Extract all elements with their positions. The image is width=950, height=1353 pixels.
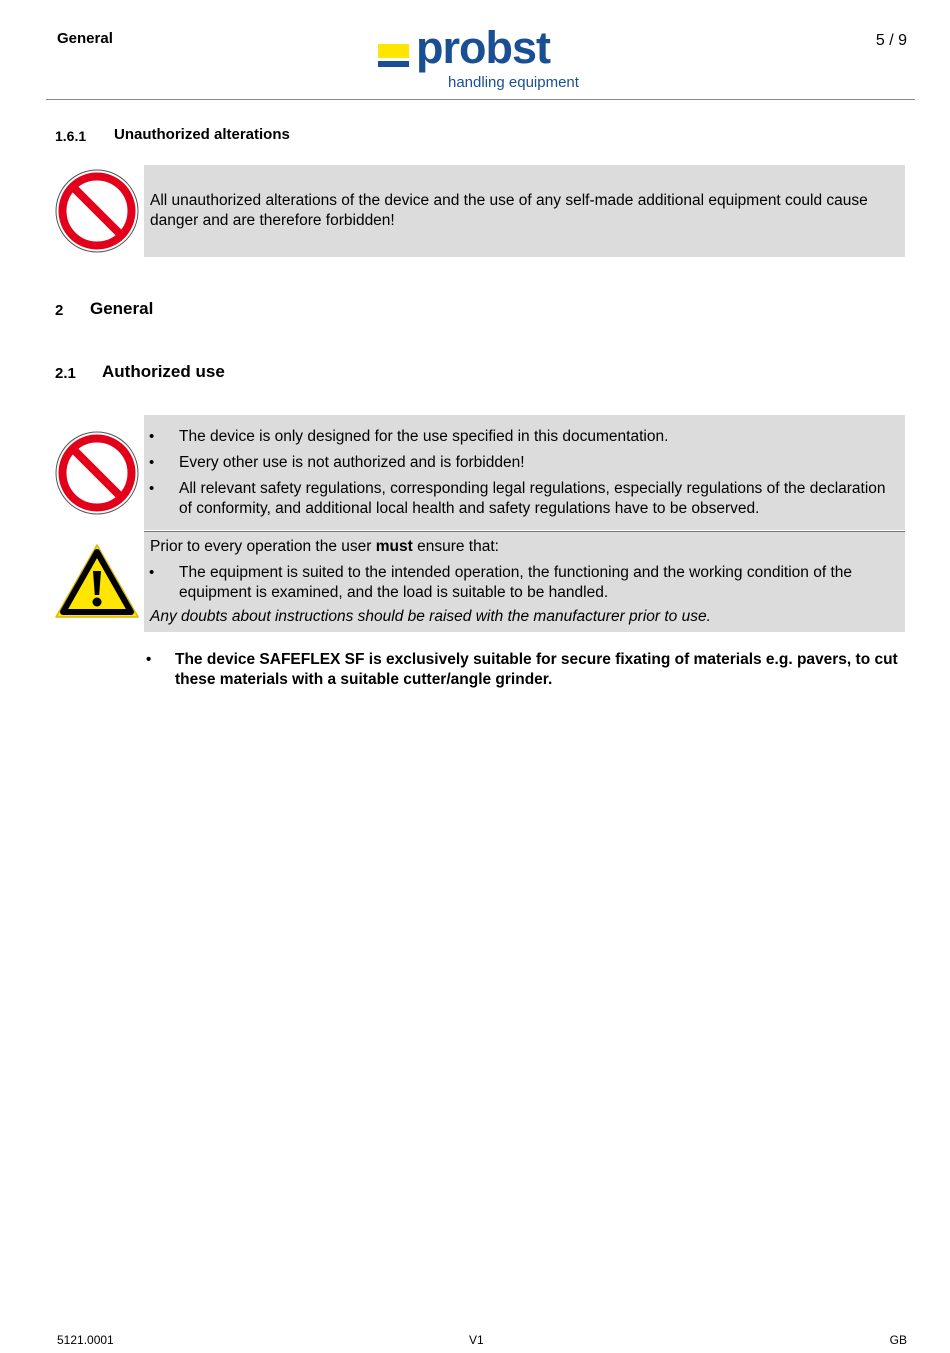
footer-version: V1 xyxy=(469,1333,484,1347)
doubts-note: Any doubts about instructions should be raised with the manufacturer prior to use. xyxy=(150,608,711,625)
probst-logo xyxy=(378,22,592,94)
list-item: • The device is only designed for the use specified in this documentation. xyxy=(144,427,893,447)
section-title: Authorized use xyxy=(102,362,225,381)
prohibition-icon xyxy=(55,431,139,515)
chapter-title: General xyxy=(90,299,154,318)
list-item: • The equipment is suited to the intended operation, the functioning and the working condition of the equipment is examined, and the load is suitable to be handled. xyxy=(144,563,875,603)
footer-language: GB xyxy=(889,1333,907,1347)
prohibition-icon xyxy=(55,169,139,253)
section-number: 1.6.1 xyxy=(55,128,87,144)
chapter-number: 2 xyxy=(55,302,64,319)
operator-check-box xyxy=(144,531,905,632)
list-item: • Every other use is not authorized and is forbidden! xyxy=(144,453,893,473)
list-item: • All relevant safety regulations, corresponding legal regulations, especially regulations of the declaration of conformity, and additional local health and safety regulations have to be observed. xyxy=(144,479,893,519)
section-number: 2.1 xyxy=(55,365,76,382)
header-section-title: General xyxy=(57,30,113,47)
page-number: 5 / 9 xyxy=(875,32,907,49)
authorized-use-box xyxy=(144,415,905,530)
operator-check-lead xyxy=(144,532,905,557)
intended-use-statement xyxy=(144,650,905,690)
footer-doc-number: 5121.0001 xyxy=(57,1333,114,1347)
list-item: • The device SAFEFLEX SF is exclusively suitable for secure fixating of materials e.g. pavers, to cut these materials with a suitable cutter/angle grinder. xyxy=(144,650,905,690)
section-title: Unauthorized alterations xyxy=(114,126,290,143)
logo-blue-bar xyxy=(378,61,409,67)
alteration-notice-box xyxy=(144,165,905,257)
logo-yellow-bar xyxy=(378,44,409,58)
warning-icon xyxy=(54,543,140,619)
logo-wordmark: probst xyxy=(416,22,550,73)
header-divider xyxy=(46,99,915,100)
alteration-notice-text: All unauthorized alterations of the device and the use of any self-made additional equipment could cause danger and are therefore forbidden! xyxy=(150,192,868,229)
lead-text: Prior to every operation the user xyxy=(150,538,376,555)
logo-subtitle: handling equipment xyxy=(448,74,579,91)
lead-emphasis: must xyxy=(375,538,413,555)
lead-text: ensure that: xyxy=(412,538,499,555)
